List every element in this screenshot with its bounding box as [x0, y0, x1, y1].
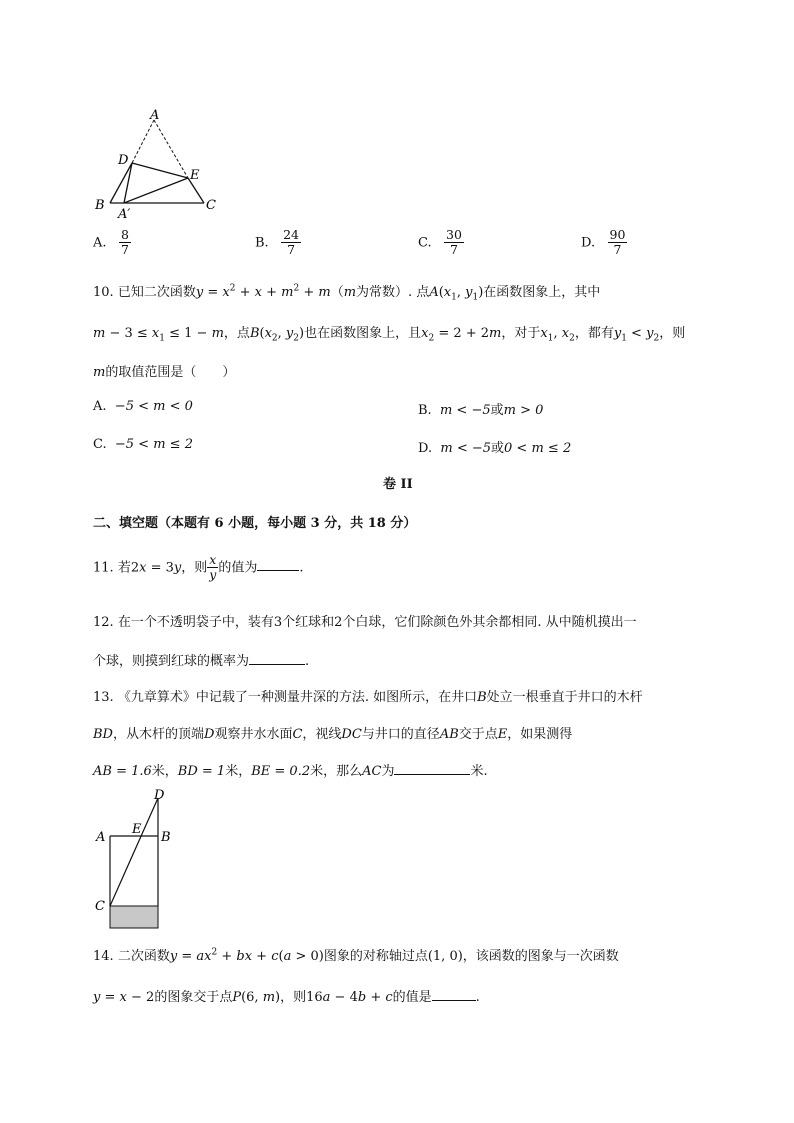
q12-line-2: 个球，则摸到红球的概率为 . [93, 654, 310, 669]
label-C: C [206, 198, 216, 213]
q9-option-c: C. $\frac{30}{7}$ [418, 227, 462, 258]
q9-option-a: A. $\frac{8}{7}$ [93, 227, 129, 258]
q9-option-b: B. $\frac{24}{7}$ [255, 227, 299, 258]
q10-option-a: A. −5 < m < 0 [93, 399, 193, 414]
q14-line-1: 14. 二次函数$y = ax^2$ + bx + c(a > 0)图象的对称轴过点(1, 0)，该函数的图象与一次函数 [93, 947, 619, 964]
q11: 11. 若2x = 3y，则 $\frac{x}{y}$ 的值为 . [93, 552, 304, 583]
label-D: D [118, 153, 129, 168]
dashed-AE [154, 120, 188, 178]
edge-A-prime-E [124, 178, 188, 203]
label-B: B [95, 198, 105, 213]
label-A: A [96, 830, 106, 845]
q13-line-3: AB = 1.6米，BD = 1米，BE = 0.2米，那么AC为 米. [93, 764, 488, 779]
q10-line-2: $m - 3 \le x_1 \le 1 - m$，点$B(x_2$, $y_2$)也在函数图象上，且$x_2 = 2 + 2m$，对于$x_1$, $x_2$，都有$y_1 < y_2$，则 [93, 326, 686, 344]
q13-line-2: BD，从木杆的顶端D观察井水水面C，视线DC与井口的直径AB交于点E，如果测得 [93, 727, 573, 742]
q10-option-b: B. m < −5或m > 0 [418, 403, 544, 418]
edge-DE [132, 163, 188, 178]
answer-blank[interactable] [257, 570, 299, 571]
answer-blank[interactable] [249, 664, 305, 665]
answer-blank[interactable] [432, 1000, 476, 1001]
answer-blank[interactable] [394, 774, 470, 775]
well-figure [90, 786, 180, 932]
section-heading: 二、填空题（本题有 6 小题，每小题 3 分，共 18 分） [93, 516, 417, 531]
edge-BD [110, 163, 132, 203]
sightline-DC [110, 798, 158, 906]
q10-line-1: 10. 已知二次函数$y = x^2 + x + m^2 + m(m$为常数）. 点$A(x_1$, $y_1$)在函数图象上，其中 [93, 283, 601, 303]
label-C: C [95, 899, 105, 914]
volume-title: 卷 II [383, 477, 413, 492]
q10-option-c: C. −5 < m ≤ 2 [93, 437, 193, 452]
label-E: E [190, 168, 200, 183]
q12-line-1: 12. 在一个不透明袋子中，装有3个红球和2个白球，它们除颜色外其余都相同. 从中随机摸出一 [93, 615, 637, 630]
triangle-fold-figure [90, 108, 230, 220]
water-surface [110, 906, 158, 928]
dashed-AD [132, 120, 154, 163]
fraction: $\frac{8}{7}$ [120, 227, 129, 258]
fraction: $\frac{24}{7}$ [283, 227, 299, 258]
q13-line-1: 13. 《九章算术》中记载了一种测量井深的方法. 如图所示，在井口B处立一根垂直于井口的木杆 [93, 690, 643, 705]
q10-option-d: D. m < −5或0 < m ≤ 2 [418, 441, 572, 456]
label-A-prime: A′ [118, 207, 131, 220]
fraction: $\frac{90}{7}$ [609, 227, 626, 258]
q14-line-2: y = x − 2的图象交于点P(6, m)，则16a − 4b + c的值是 . [93, 990, 480, 1005]
label-E: E [132, 822, 142, 837]
fraction: $\frac{30}{7}$ [446, 227, 462, 258]
label-D: D [154, 788, 165, 803]
q9-option-d: D. $\frac{90}{7}$ [581, 227, 626, 258]
fraction-x-over-y: $\frac{x}{y}$ [209, 552, 217, 583]
label-B: B [161, 830, 171, 845]
q10-line-3: m的取值范围是（ ） [93, 365, 236, 380]
label-A: A [150, 108, 160, 123]
